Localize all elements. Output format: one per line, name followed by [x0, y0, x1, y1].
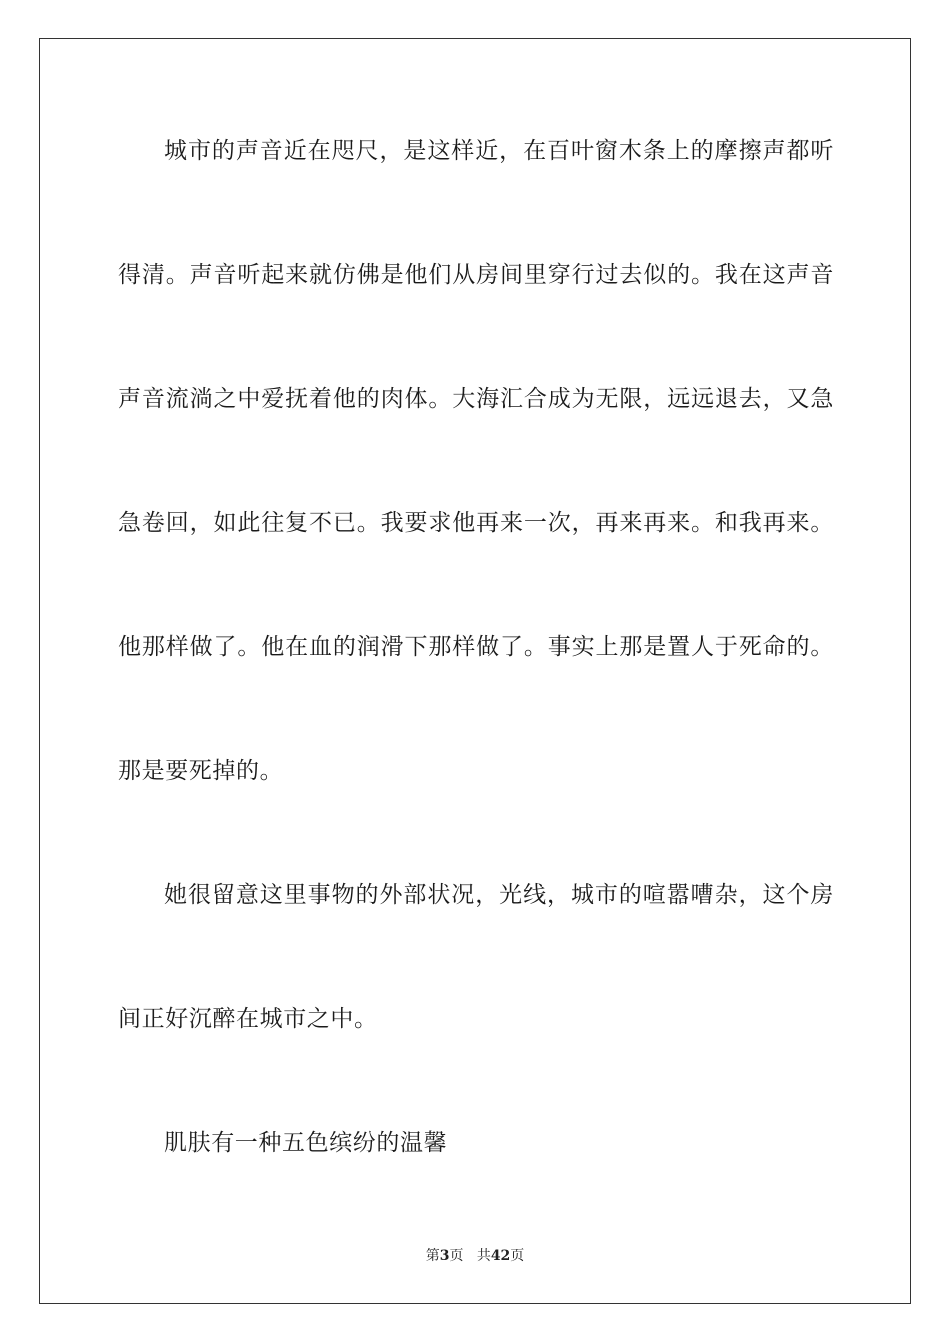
footer-page-suffix: 页 — [449, 1248, 464, 1264]
footer-page-number: 3 — [439, 1248, 450, 1264]
text-line: 急卷回，如此往复不已。我要求他再来一次，再来再来。和我再来。 — [118, 510, 834, 536]
text-line: 城市的声音近在咫尺，是这样近，在百叶窗木条上的摩擦声都听 — [164, 138, 834, 164]
text-line: 得清。声音听起来就仿佛是他们从房间里穿行过去似的。我在这声音 — [118, 262, 834, 288]
footer-prefix: 第 — [425, 1248, 440, 1264]
text-line: 间正好沉醉在城市之中。 — [118, 1006, 378, 1032]
footer-total-suffix: 页 — [510, 1248, 525, 1264]
page-footer — [0, 1246, 950, 1266]
footer-total-pages: 42 — [490, 1248, 511, 1264]
text-line: 声音流淌之中爱抚着他的肉体。大海汇合成为无限，远远退去，又急 — [118, 386, 834, 412]
text-line: 她很留意这里事物的外部状况，光线，城市的喧嚣嘈杂，这个房 — [164, 882, 834, 908]
text-line: 肌肤有一种五色缤纷的温馨 — [164, 1130, 448, 1156]
text-line: 他那样做了。他在血的润滑下那样做了。事实上那是置人于死命的。 — [118, 634, 834, 660]
text-line: 那是要死掉的。 — [118, 758, 284, 784]
page-border — [39, 38, 911, 1304]
footer-total-prefix: 共 — [476, 1248, 491, 1264]
